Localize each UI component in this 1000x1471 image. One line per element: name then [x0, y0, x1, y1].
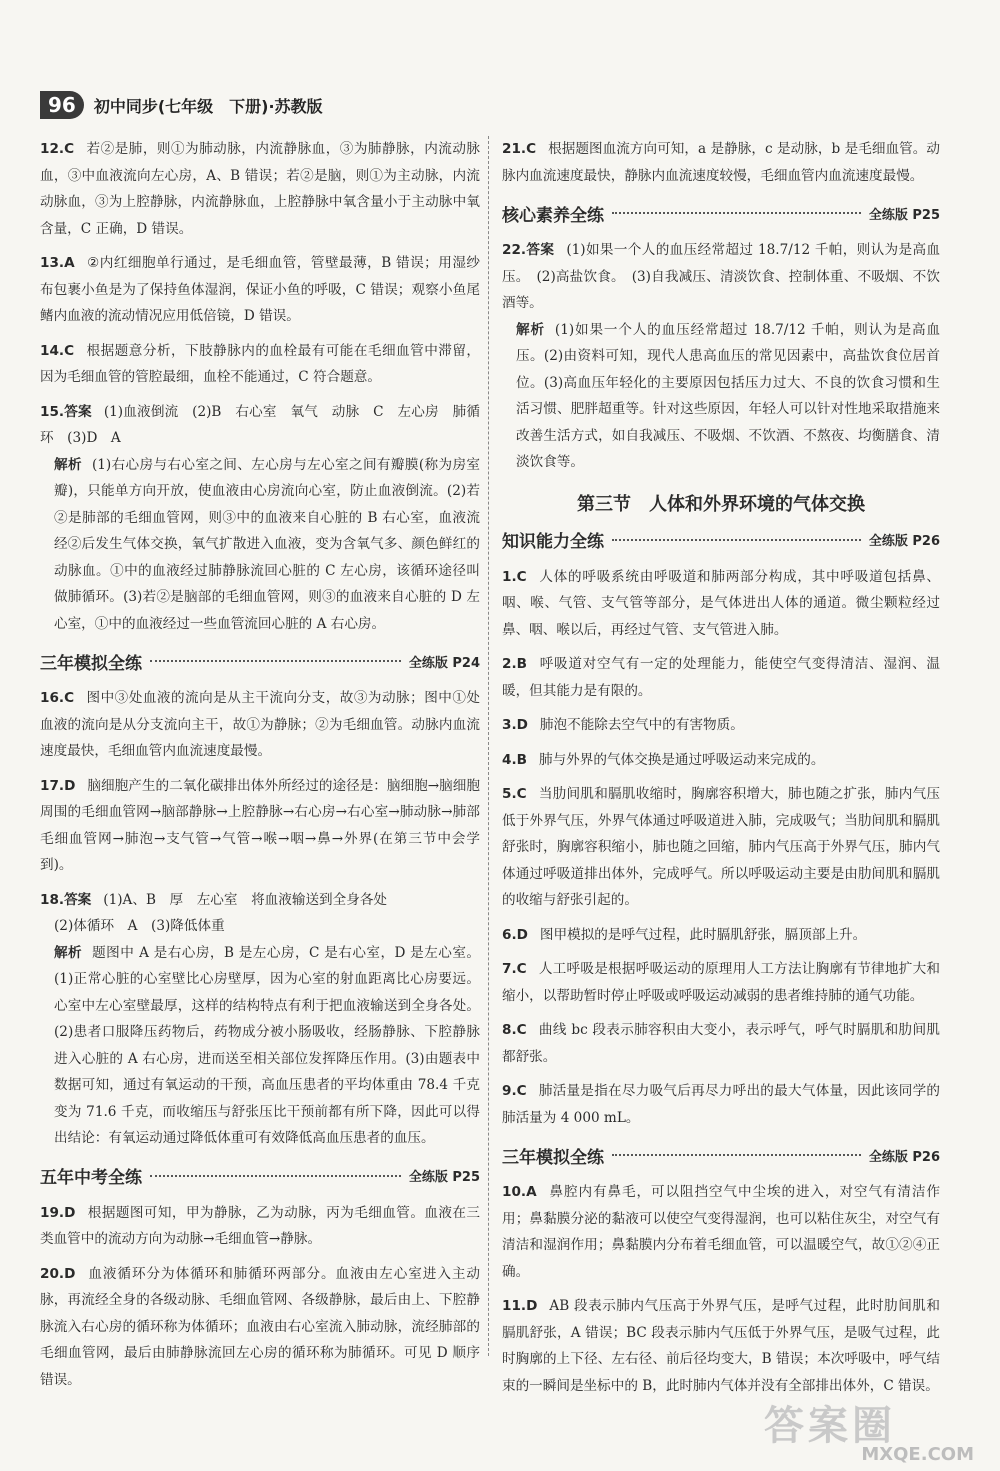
analysis-text: 题图中 A 是右心房，B 是左心房，C 是右心室，D 是左心室。(1)正常心脏的心室壁比心房壁厚，因为心室的射血距离比心房要远。心室中左心室壁最厚，这样的结构特点有利于把血液输送到全身各处。(2)患者口服降压药物后，药物成分被小肠吸收，经肠静脉、下腔静脉进入心脏的 A 右心房，进而送至相关部位发挥降压作用。(3)由题表中数据可知，通过有氧运动的干预，高血压患者的平均体重由 78.4 千克变为 71.6 千克，而收缩压与舒张压比干预前都有所下降，因此可以得出结论：有氧运动通过降低体重可有效降低高血压患者的血压。 — [54, 944, 481, 1146]
answer-text: 图中③处血液的流向是从主干流向分支，故③为动脉；图中①处血液的流向是从分支流向主干，故①为静脉；②为毛细血管。动脉内血流速度最快，毛细血管内血流速度最慢。 — [40, 690, 480, 759]
answer-group — [40, 136, 480, 391]
answer-number: 3.D — [502, 717, 528, 733]
answer-item — [502, 781, 940, 914]
answer-number: 15.答案 — [40, 403, 92, 420]
answer-text: 根据题意分析，下肢静脉内的血栓最有可能在毛细血管中滞留，因为毛细血管的管腔最细，血栓不能通过，C 符合题意。 — [40, 342, 480, 385]
answer-text: 若②是肺，则①为肺动脉，内流静脉血，③为肺静脉，内流动脉血，③中血液流向左心房，A、B 错误；若②是脑，则①为主动脉，内流动脉血，③为上腔静脉，内流静脉血，上腔静脉中氧含量小于主动脉中氧含量，C 正确，D 错误。 — [40, 141, 480, 237]
answer-number: 22.答案 — [502, 242, 555, 258]
analysis-tag: 解析 — [516, 321, 545, 338]
answer-item-22 — [502, 237, 940, 476]
section-dots — [612, 539, 861, 541]
answer-text: (1)A、B 厚 左心室 将血液输送到全身各处 — [103, 891, 388, 908]
answer-text: ②内红细胞单行通过，是毛细血管，管壁最薄，B 错误；用湿纱布包裹小鱼是为了保持鱼体湿润，保证小鱼的呼吸，C 错误；观察小鱼尾鳍内血液的流动情况应用低倍镜，D 错误。 — [40, 255, 480, 324]
answer-item — [502, 651, 940, 704]
answer-number: 8.C — [502, 1022, 527, 1038]
section-title: 核心素养全练 — [502, 205, 604, 226]
answer-text: 脑细胞产生的二氧化碳排出体外所经过的途径是：脑细胞→脑细胞周围的毛细血管网→脑部静脉→上腔静脉→右心房→右心室→肺动脉→肺部毛细血管网→肺泡→支气管→气管→喉→咽→鼻→外界(在第三节中会学到)。 — [40, 777, 480, 873]
answer-item — [502, 747, 940, 774]
answer-item — [502, 922, 940, 949]
answer-text: 曲线 bc 段表示肺容积由大变小，表示呼气，呼气时膈肌和肋间肌都舒张。 — [502, 1022, 940, 1065]
answer-text: 肺活量是指在尽力吸气后再尽力呼出的最大气体量，因此该同学的肺活量为 4 000 mL。 — [502, 1083, 940, 1126]
section-dots — [150, 660, 401, 662]
answer-number: 14.C — [40, 342, 75, 359]
section-dots — [612, 1154, 861, 1156]
answer-text: 血液循环分为体循环和肺循环两部分。血液由左心室进入主动脉，再流经全身的各级动脉、毛细血管网、各级静脉，最后由上、下腔静脉流入右心房的循环称为体循环；血液由右心室流入肺动脉，流经肺部的毛细血管网，最后由肺静脉流回左心房的循环称为肺循环。可见 D 顺序错误。 — [40, 1265, 480, 1388]
answer-item-15 — [40, 399, 480, 638]
answer-text-line2: (2)体循环 A (3)降低体重 — [54, 918, 225, 934]
answer-group — [40, 685, 480, 879]
answer-number: 21.C — [502, 141, 537, 157]
analysis-text: (1)右心房与右心室之间、左心房与左心室之间有瓣膜(称为房室瓣)，只能单方向开放，使血液由心房流向心室，防止血液倒流。(2)若②是肺部的毛细血管网，则③中的血液来自心脏的 B 右心室，血液流经②后发生气体交换，氧气扩散进入血液，变为含氧气多、颜色鲜红的动脉血。①中的血液经过肺静脉流回心脏的 C 左心房，该循环途径叫做肺循环。(3)若②是脑部的毛细血管网，则③的血液来自心脏的 D 左心室，①中的血液经过一些血管流回心脏的 A 右心房。 — [54, 456, 480, 632]
section-ref: 全练版 P25 — [408, 1170, 480, 1185]
answer-text: 图甲模拟的是呼气过程，此时膈肌舒张，膈顶部上升。 — [539, 926, 867, 943]
answer-text: 肺与外界的气体交换是通过呼吸运动来完成的。 — [538, 751, 825, 768]
answer-item — [502, 956, 940, 1009]
answer-number: 20.D — [40, 1265, 76, 1282]
section-ref: 全练版 P25 — [868, 207, 940, 223]
answer-item — [40, 338, 480, 391]
answer-text: AB 段表示肺内气压高于外界气压，是呼气过程，此时肋间肌和膈肌舒张，A 错误；BC 段表示肺内气压低于外界气压，是吸气过程，此时胸廓的上下径、左右径、前后径均变大，B 错误；本次呼吸中，呼气结束的一瞬间是坐标中的 B，此时肺内气体并没有全部排出体外，C 错误。 — [502, 1298, 940, 1394]
answer-number: 19.D — [40, 1204, 76, 1221]
section-heading — [502, 526, 940, 554]
answer-item — [40, 250, 480, 330]
answer-item — [502, 1017, 940, 1070]
answer-text: 鼻腔内有鼻毛，可以阻挡空气中尘埃的进入，对空气有清洁作用；鼻黏膜分泌的黏液可以使空气变得湿润，也可以粘住灰尘，对空气有清洁和湿润作用；鼻黏膜内分布着毛细血管，可以温暖空气，故①②④正确。 — [502, 1184, 940, 1280]
section-title: 三年模拟全练 — [40, 653, 142, 674]
answer-number: 7.C — [502, 961, 527, 977]
answer-number: 6.D — [502, 926, 528, 943]
answer-item — [40, 773, 480, 879]
chapter-title: 第三节 人体和外界环境的气体交换 — [577, 493, 865, 515]
section-dots — [150, 1175, 401, 1177]
answer-item — [502, 136, 940, 189]
answer-group — [40, 1200, 480, 1394]
answer-item — [40, 1261, 480, 1394]
answer-item — [40, 685, 480, 765]
answer-text: 当肋间肌和膈肌收缩时，胸廓容积增大，肺也随之扩张，肺内气压低于外界气压，外界气体通过呼吸道进入肺，完成吸气；当肋间肌和膈肌舒张时，胸廓容积缩小，肺也随之回缩，肺内气压高于外界气压，肺内气体通过呼吸道排出体外，完成呼气。所以呼吸运动主要是由肋间肌和膈肌的收缩与舒张引起的。 — [502, 786, 940, 908]
book-title: 初中同步(七年级 下册)·苏教版 — [93, 96, 323, 116]
answer-item — [502, 564, 940, 644]
section-heading — [40, 647, 480, 675]
answer-item — [40, 1200, 480, 1253]
section-heading — [502, 199, 940, 227]
analysis-tag: 解析 — [54, 456, 82, 473]
right-column — [502, 136, 940, 1407]
answer-item-18 — [40, 887, 480, 1152]
answer-number: 17.D — [40, 777, 76, 794]
section-title: 知识能力全练 — [502, 532, 604, 552]
answer-item — [502, 1078, 940, 1131]
section-dots — [612, 212, 861, 214]
section-ref: 全练版 P24 — [408, 655, 480, 671]
page-number: 96 — [40, 91, 84, 119]
answer-text: (1)血液倒流 (2)B 右心室 氧气 动脉 C 左心房 肺循环 (3)D A — [40, 403, 480, 446]
answer-text: 肺泡不能除去空气中的有害物质。 — [539, 717, 744, 733]
watermark-url: MXQE.COM — [861, 1444, 974, 1465]
answer-number: 18.答案 — [40, 891, 92, 908]
left-column — [40, 136, 480, 1401]
answer-text: 人体的呼吸系统由呼吸道和肺两部分构成，其中呼吸道包括鼻、咽、喉、气管、支气管等部分，是气体进出人体的通道。微尘颗粒经过鼻、咽、喉以后，再经过气管、支气管进入肺。 — [502, 568, 940, 638]
answer-number: 1.C — [502, 568, 527, 585]
analysis-text: (1)如果一个人的血压经常超过 18.7/12 千帕，则认为是高血压。(2)由资料可知，现代人患高血压的常见因素中，高盐饮食位居首位。(3)高血压年轻化的主要原因包括压力过大、不良的饮食习惯和生活习惯、肥胖超重等。针对这些原因，年轻人可以针对性地采取措施来改善生活方式，如自我减压、不吸烟、不饮酒、不熬夜、均衡膳食、清淡饮食等。 — [516, 321, 941, 470]
answer-text: 根据题图血流方向可知，a 是静脉，c 是动脉，b 是毛细血管。动脉内血流速度最快，静脉内血流速度较慢，毛细血管内血流速度最慢。 — [502, 141, 940, 184]
answer-number: 2.B — [502, 656, 527, 672]
answer-item — [40, 136, 480, 242]
answer-group — [502, 136, 940, 189]
answer-number: 9.C — [502, 1083, 527, 1099]
answer-text: (1)如果一个人的血压经常超过 18.7/12 千帕，则认为是高血压。 (2)高盐饮食。 (3)自我减压、清淡饮食、控制体重、不吸烟、不饮酒等。 — [502, 242, 940, 311]
answer-text: 呼吸道对空气有一定的处理能力，能使空气变得清洁、湿润、温暖，但其能力是有限的。 — [502, 656, 940, 699]
page-header — [40, 88, 323, 122]
answer-group — [502, 1179, 940, 1399]
answer-number: 4.B — [502, 751, 527, 768]
analysis-tag: 解析 — [54, 944, 83, 961]
answer-number: 13.A — [40, 255, 75, 271]
watermark-logo: 答案圈 — [764, 1403, 896, 1449]
answer-number: 10.A — [502, 1184, 537, 1200]
answer-item — [502, 1179, 940, 1285]
answer-number: 5.C — [502, 786, 527, 802]
answer-number: 12.C — [40, 141, 75, 157]
answer-item — [502, 1293, 940, 1399]
section-title: 五年中考全练 — [40, 1168, 142, 1188]
section-heading — [502, 1141, 940, 1169]
answer-item — [502, 712, 940, 739]
answer-number: 11.D — [502, 1298, 538, 1314]
column-divider — [488, 136, 489, 1356]
section-title: 三年模拟全练 — [502, 1147, 604, 1168]
answer-number: 16.C — [40, 690, 75, 706]
answer-text: 根据题图可知，甲为静脉，乙为动脉，丙为毛细血管。血液在三类血管中的流动方向为动脉→毛细血管→静脉。 — [40, 1204, 480, 1247]
section-ref: 全练版 P26 — [868, 1149, 940, 1165]
answer-text: 人工呼吸是根据呼吸运动的原理用人工方法让胸廓有节律地扩大和缩小，以帮助暂时停止呼吸或呼吸运动减弱的患者维持肺的通气功能。 — [502, 961, 940, 1004]
answer-group — [502, 564, 940, 1132]
section-heading — [40, 1162, 480, 1190]
section-ref: 全练版 P26 — [868, 534, 940, 549]
